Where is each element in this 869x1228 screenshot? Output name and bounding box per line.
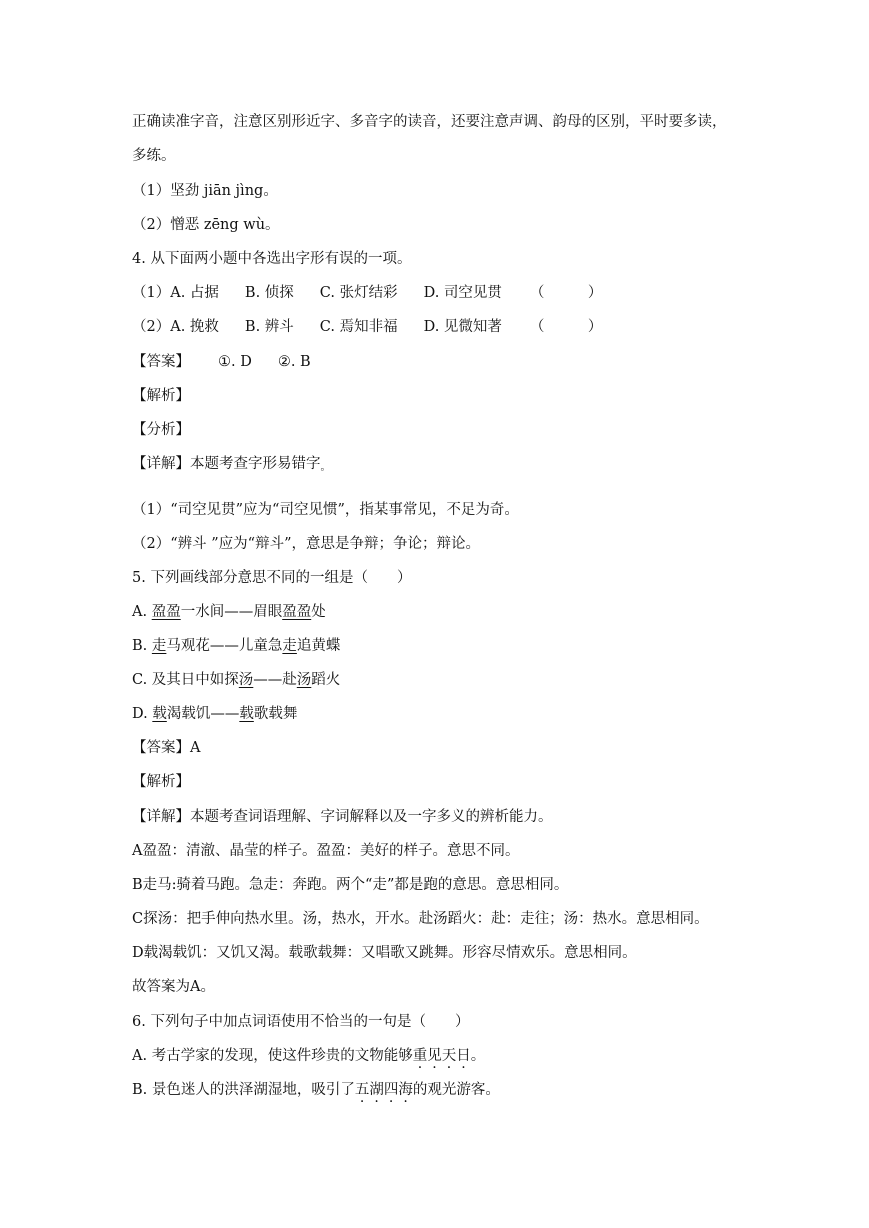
option-c: C. 焉知非福 bbox=[319, 319, 398, 335]
answer-value: ①. D bbox=[218, 354, 252, 370]
q6-option-b: B. 景色迷人的洪泽湖湿地，吸引了五湖四海的观光游客。 bbox=[132, 1082, 500, 1098]
answer-value: ②. B bbox=[277, 354, 311, 370]
paragraph-line: 正确读准字音，注意区别形近字、多音字的读音，还要注意声调、韵母的区别，平时要多读， bbox=[132, 114, 727, 130]
option-d: D. 司空见贯 bbox=[423, 285, 502, 301]
detail-item: D载渴载饥：又饥又渴。载歌载舞：又唱歌又跳舞。形容尽情欢乐。意思相同。 bbox=[132, 945, 637, 961]
answer-line bbox=[132, 352, 311, 372]
q6-option-a: A. 考古学家的发现，使这件珍贵的文物能够重见天日。 bbox=[132, 1048, 486, 1064]
q4-option-row bbox=[132, 283, 602, 303]
q5-option-a: A. 盈盈一水间——眉眼盈盈处 bbox=[132, 604, 326, 620]
option-d: D. 见微知著 bbox=[423, 319, 502, 335]
detail-item: （1）“司空见贯”应为“司空见惯”，指某事常见，不足为奇。 bbox=[132, 502, 519, 518]
answer-line: 【答案】A bbox=[132, 740, 201, 756]
q5-option-b: B. 走马观花——儿童急走追黄蝶 bbox=[132, 638, 341, 654]
answer-item: （1）坚劲 jiān jìng。 bbox=[132, 183, 278, 199]
section-label: 【解析】 bbox=[132, 388, 190, 404]
question-title: 5. 下列画线部分意思不同的一组是（ ） bbox=[132, 570, 412, 586]
conclusion-line: 故答案为A。 bbox=[132, 979, 215, 995]
detail-item: A盈盈：清澈、晶莹的样子。盈盈：美好的样子。意思不同。 bbox=[132, 843, 520, 859]
section-label: 【解析】 bbox=[132, 774, 190, 790]
detail-item: B走马:骑着马跑。急走：奔跑。两个“走”都是跑的意思。意思相同。 bbox=[132, 877, 569, 893]
q5-option-d: D. 载渴载饥——载歌载舞 bbox=[132, 706, 298, 722]
q5-option-c: C. 及其日中如探汤——赴汤蹈火 bbox=[132, 672, 341, 688]
answer-label: 【答案】 bbox=[132, 354, 190, 370]
option-b: B. 辨斗 bbox=[244, 319, 294, 335]
answer-blank: （ ） bbox=[529, 319, 603, 335]
q4-option-row bbox=[132, 317, 602, 337]
detail-item: （2）“辨斗 ”应为“辩斗”，意思是争辩；争论；辩论。 bbox=[132, 536, 480, 552]
answer-blank: （ ） bbox=[529, 285, 603, 301]
detail-line: 【详解】本题考查字形易错字。 bbox=[132, 456, 331, 473]
question-title: 6. 下列句子中加点词语使用不恰当的一句是（ ） bbox=[132, 1014, 470, 1030]
detail-item: C探汤：把手伸向热水里。汤，热水，开水。赴汤蹈火：赴：走往；汤：热水。意思相同。 bbox=[132, 911, 709, 927]
paragraph-line: 多练。 bbox=[132, 148, 176, 164]
option-b: B. 侦探 bbox=[244, 285, 294, 301]
detail-line: 【详解】本题考查词语理解、字词解释以及一字多义的辨析能力。 bbox=[132, 809, 553, 825]
option-a: （1）A. 占据 bbox=[132, 285, 219, 301]
option-a: （2）A. 挽救 bbox=[132, 319, 219, 335]
answer-item: （2）憎恶 zēng wù。 bbox=[132, 217, 280, 233]
section-label: 【分析】 bbox=[132, 422, 190, 438]
option-c: C. 张灯结彩 bbox=[319, 285, 398, 301]
question-title: 4. 从下面两小题中各选出字形有误的一项。 bbox=[132, 251, 412, 267]
